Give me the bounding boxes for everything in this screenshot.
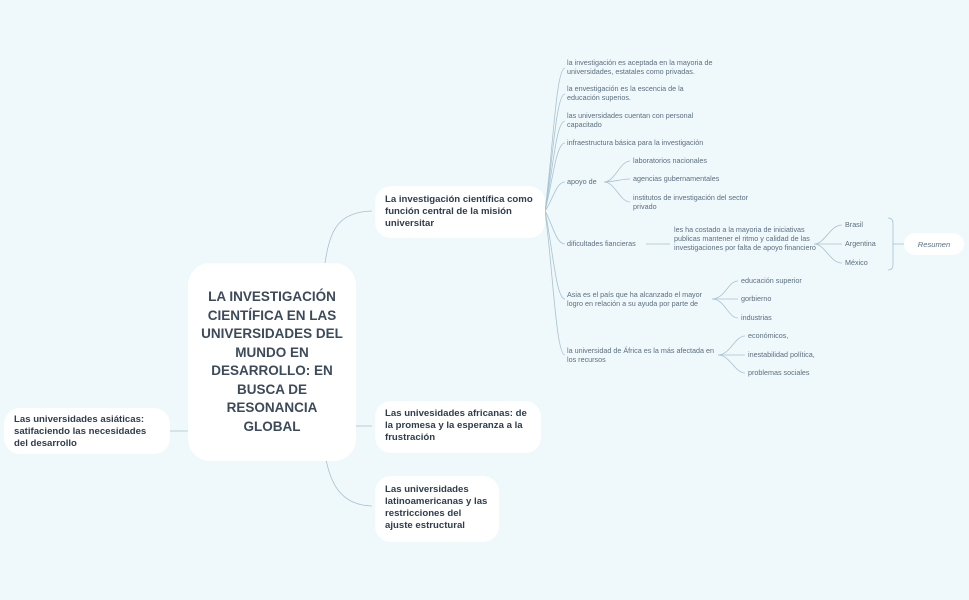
apoyo-item[interactable]: laboratorios nacionales <box>633 156 707 165</box>
asia-item[interactable]: educación superior <box>741 276 802 285</box>
africa-item[interactable]: económicos, <box>748 331 789 340</box>
apoyo-item[interactable]: institutos de investigación del sector privado <box>633 193 749 211</box>
summary-node[interactable]: Resumen <box>904 233 964 255</box>
subtopic-asia[interactable]: Asia es el país que ha alcanzado el mayor logro en relación a su ayuda por parte de <box>567 290 703 308</box>
subtopic-dificultades[interactable]: dificultades fiancieras <box>567 239 636 248</box>
topic-africanas[interactable]: Las univesidades africanas: de la promesa y la esperanza a la frustración <box>375 401 541 453</box>
apoyo-item[interactable]: agencias gubernamentales <box>633 174 720 183</box>
subtopic-personal[interactable]: las universidades cuentan con personal capacitado <box>567 111 694 129</box>
country-item[interactable]: Brasil <box>845 220 863 229</box>
subtopic-apoyo[interactable]: apoyo de <box>567 177 597 186</box>
topic-latinoamericanas[interactable]: Las universidades latinoamericanas y las restricciones del ajuste estructural <box>375 476 499 542</box>
country-item[interactable]: México <box>845 258 868 267</box>
africa-item[interactable]: problemas sociales <box>748 368 810 377</box>
asia-item[interactable]: industrias <box>741 313 772 322</box>
subtopic-infraestructura[interactable]: infraestructura básica para la investigación <box>567 138 704 147</box>
topic-asiaticas[interactable]: Las universidades asiáticas: satifaciendo las necesidades del desarrollo <box>4 408 170 454</box>
subtopic-aceptada[interactable]: la investigación es aceptada en la mayoria de universidades, estatales como privadas. <box>567 58 713 76</box>
subtopic-africa[interactable]: la universidad de África es la más afectada en los recursos <box>567 346 715 364</box>
country-item[interactable]: Argentina <box>845 239 876 248</box>
subtopic-escencia[interactable]: la envestigación es la escencia de la educación superios. <box>567 84 684 102</box>
central-topic[interactable]: LA INVESTIGACIÓN CIENTÍFICA EN LAS UNIVERSIDADES DEL MUNDO EN DESARROLLO: EN BUSCA DE RESONANCIA GLOBAL <box>188 263 356 461</box>
asia-item[interactable]: gorbierno <box>741 294 772 303</box>
topic-investigacion[interactable]: La investigación científica como función central de la misión universitar <box>375 186 545 238</box>
dificultades-detail[interactable]: les ha costado a la mayoria de iniciativas publicas mantener el ritmo y calidad de las investigaciones por falta de apoyo financiero <box>674 225 816 252</box>
africa-item[interactable]: inestabilidad política, <box>748 350 815 359</box>
